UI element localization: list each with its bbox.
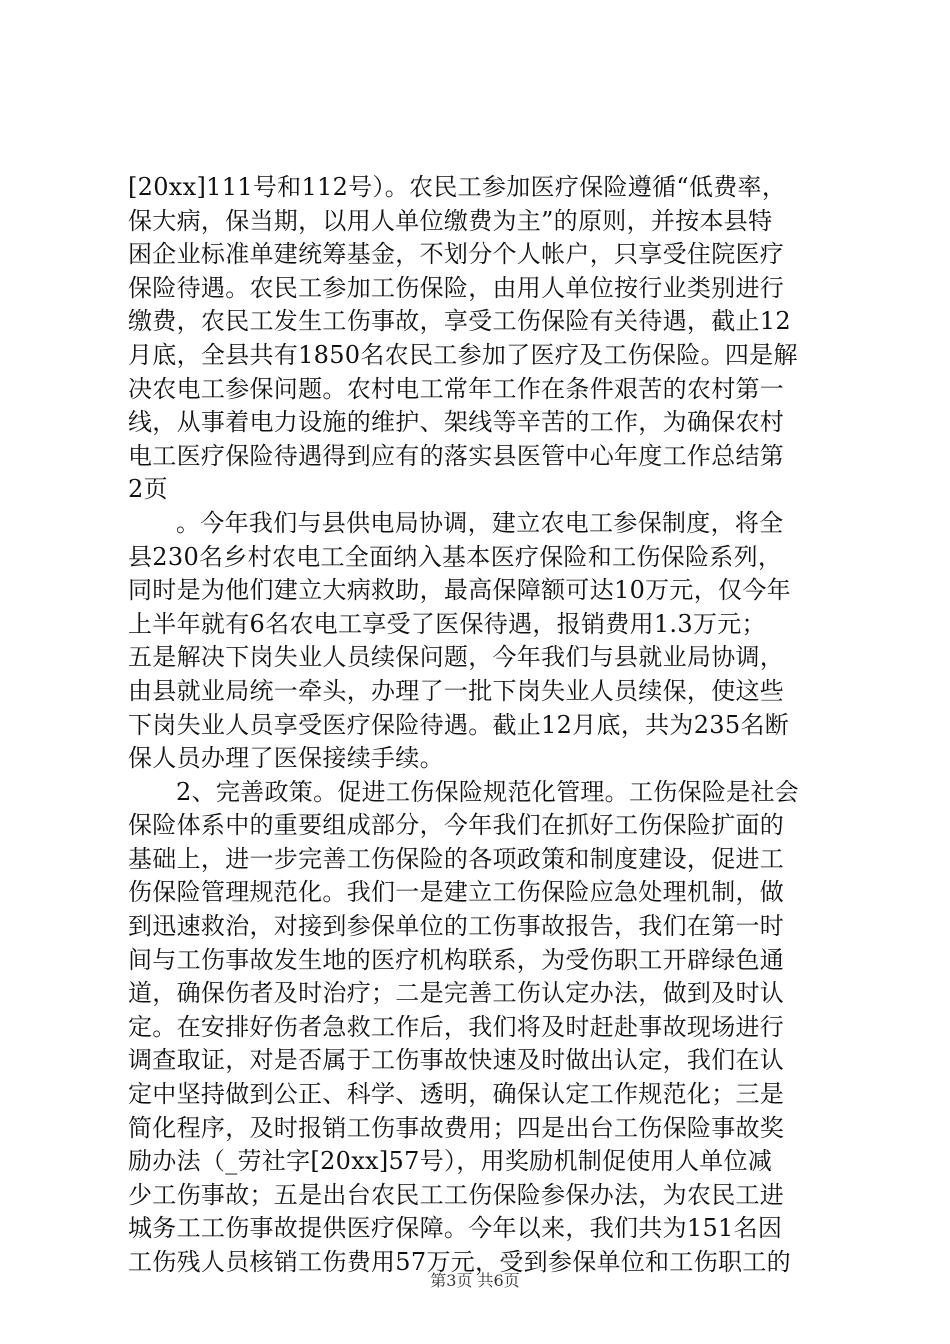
text-line: 电工医疗保险待遇得到应有的落实县医管中心年度工作总结第 xyxy=(128,441,785,470)
text-line: 伤保险管理规范化。我们一是建立工伤保险应急处理机制，做 xyxy=(128,878,785,907)
text-line: 工伤残人员核销工伤费用57万元，受到参保单位和工伤职工的 xyxy=(128,1248,791,1276)
text-line: [20xx]111号和112号）。农民工参加医疗保险遵循“低费率， xyxy=(128,173,787,201)
text-line: 基础上，进一步完善工伤保险的各项政策和制度建设，促进工 xyxy=(128,844,785,873)
text-line: 缴费，农民工发生工伤事故，享受工伤保险有关待遇，截止12 xyxy=(128,307,791,336)
document-body xyxy=(128,171,824,1280)
text-line: 定中坚持做到公正、科学、透明，确保认定工作规范化；三是 xyxy=(128,1080,785,1109)
text-line: 励办法（_劳社字[20xx]57号），用奖励机制促使用人单位减 xyxy=(128,1147,773,1176)
text-line: 五是解决下岗失业人员续保问题，今年我们与县就业局协调， xyxy=(128,643,785,672)
paragraph-start-line: 2、完善政策。促进工伤保险规范化管理。工伤保险是社会 xyxy=(176,777,800,806)
paragraph-start-line: 。今年我们与县供电局协调，建立农电工参保制度，将全 xyxy=(176,508,784,537)
text-line: 间与工伤事故发生地的医疗机构联系，为受伤职工开辟绿色通 xyxy=(128,945,785,974)
text-line: 2页 xyxy=(128,475,168,504)
text-line: 简化程序，及时报销工伤事故费用；四是出台工伤保险事故奖 xyxy=(128,1113,785,1142)
text-line: 由县就业局统一牵头，办理了一批下岗失业人员续保，使这些 xyxy=(128,676,785,705)
text-line: 决农电工参保问题。农村电工常年工作在条件艰苦的农村第一 xyxy=(128,374,785,403)
text-line: 保险体系中的重要组成部分，今年我们在抓好工伤保险扩面的 xyxy=(128,811,785,840)
text-line: 少工伤事故；五是出台农民工工伤保险参保办法，为农民工进 xyxy=(128,1180,785,1209)
text-line: 定。在安排好伤者急救工作后，我们将及时赶赴事故现场进行 xyxy=(128,1012,785,1041)
text-line: 同时是为他们建立大病救助，最高保障额可达10万元，仅今年 xyxy=(128,576,791,605)
text-line: 保险待遇。农民工参加工伤保险，由用人单位按行业类别进行 xyxy=(128,273,785,302)
text-line: 下岗失业人员享受医疗保险待遇。截止12月底，共为235名断 xyxy=(128,710,790,739)
text-line: 保大病，保当期，以用人单位缴费为主”的原则，并按本县特 xyxy=(128,206,773,235)
text-line: 到迅速救治，对接到参保单位的工伤事故报告，我们在第一时 xyxy=(128,912,785,941)
text-line: 线，从事着电力设施的维护、架线等辛苦的工作，为确保农村 xyxy=(128,408,785,437)
text-line: 保人员办理了医保接续手续。 xyxy=(128,744,444,773)
text-line: 调查取证，对是否属于工伤事故快速及时做出认定，我们在认 xyxy=(128,1046,785,1075)
text-line: 月底，全县共有1850名农民工参加了医疗及工伤保险。四是解 xyxy=(128,340,798,369)
text-line: 城务工工伤事故提供医疗保障。今年以来，我们共为151名因 xyxy=(128,1214,783,1243)
text-line: 县230名乡村农电工全面纳入基本医疗保险和工伤保险系列， xyxy=(128,542,783,571)
text-line: 道，确保伤者及时治疗；二是完善工伤认定办法，做到及时认 xyxy=(128,979,785,1008)
text-line: 困企业标准单建统筹基金，不划分个人帐户，只享受住院医疗 xyxy=(128,240,785,269)
text-line: 上半年就有6名农电工享受了医保待遇，报销费用1.3万元； xyxy=(128,609,766,638)
page-number-footer: 第3页 共6页 xyxy=(430,1271,520,1290)
